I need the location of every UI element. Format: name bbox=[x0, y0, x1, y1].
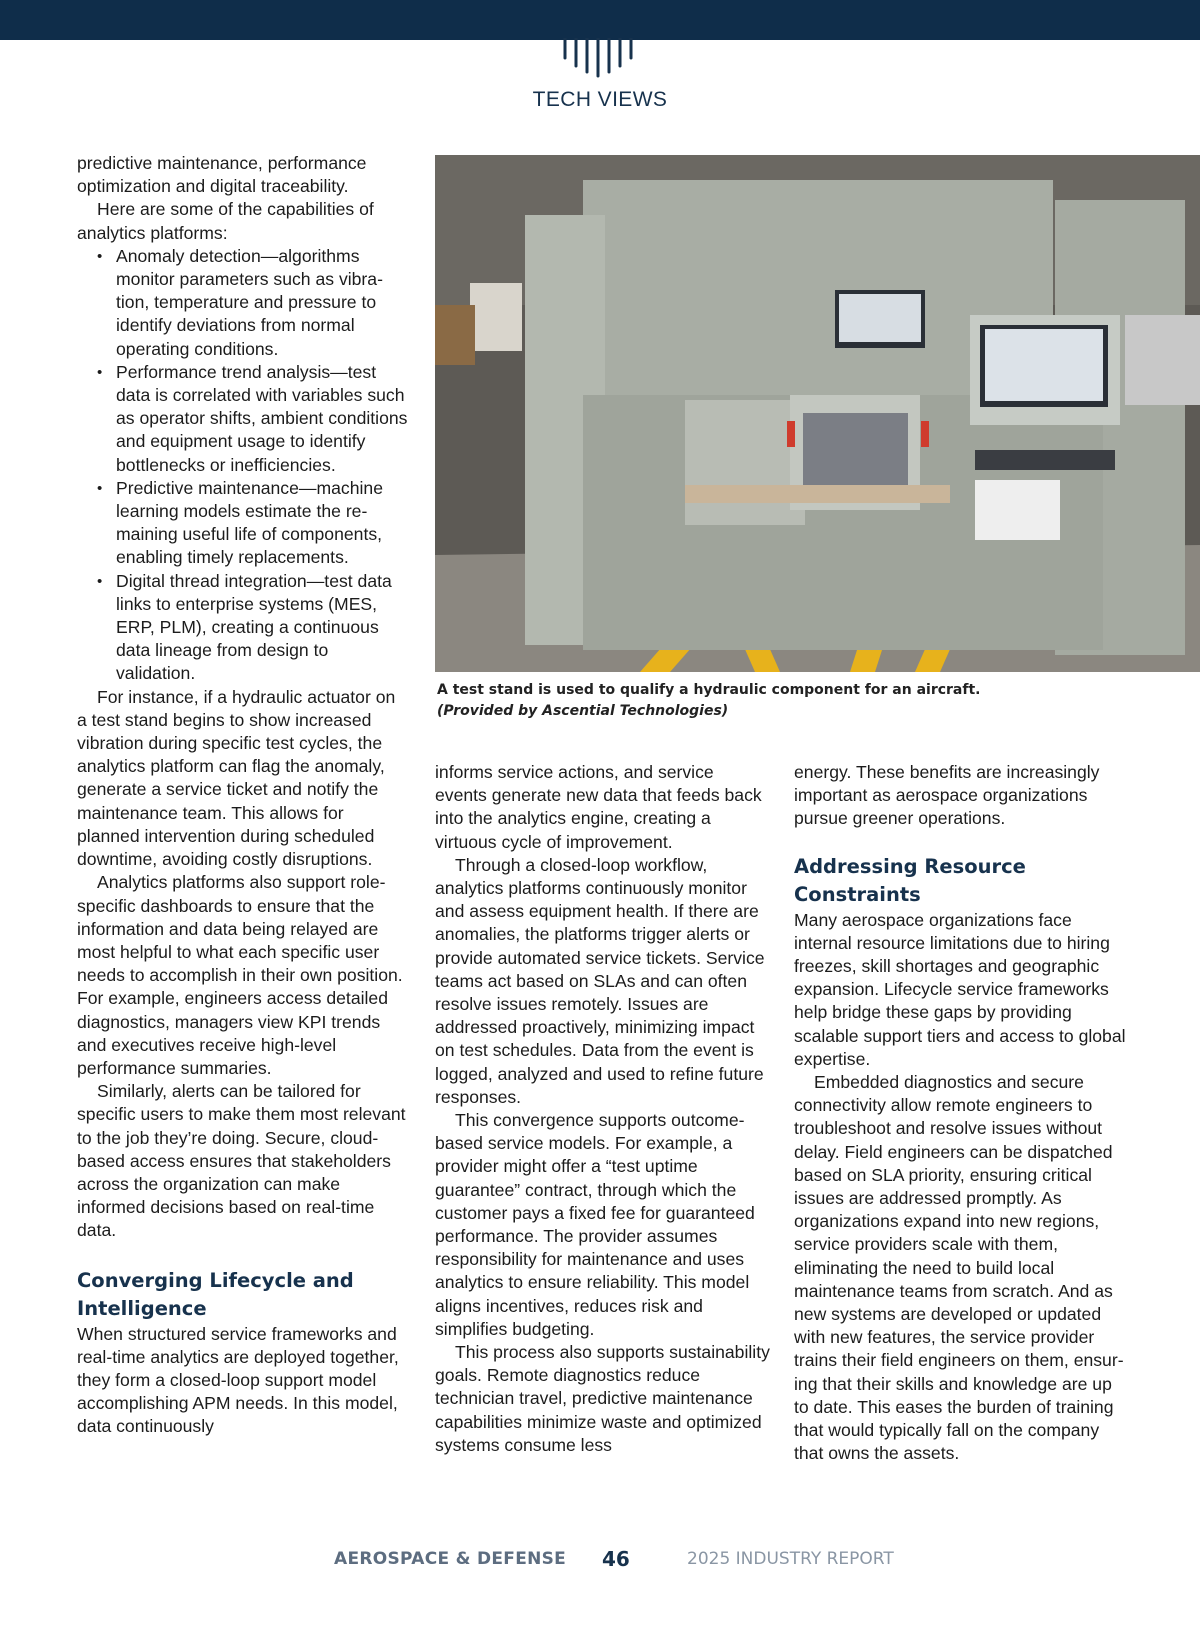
paragraph: This convergence supports outcome-based service models. For example, a provider might offer a “test uptime guarantee” contract, through which the customer pays a fixed fee for guaranteed performance. The provider assumes responsibility for maintenance and uses analytics to ensure reliability. This model aligns incentives, reduces risk and simplifies budgeting. bbox=[435, 1110, 755, 1339]
subheading: Converging Lifecycle and Intelligence bbox=[77, 1268, 354, 1320]
paragraph: Through a closed-loop workflow, analytics platforms continuously monitor and assess equipment health. If there are anomalies, the platforms trigger alerts or provide automated service tickets. Service teams act based on SLAs and can often resolve issues remotely. Issues are addressed proactively, minimizing impact on test schedules. Data from the event is logged, analyzed and used to refine future responses. bbox=[435, 854, 765, 1107]
test-stand-illustration bbox=[435, 155, 1200, 672]
paragraph: When structured service frameworks and real-time analytics are deployed together, they form a closed-loop support model accomplishing APM needs. In this model, data continuously bbox=[77, 1323, 399, 1437]
article-column-2 bbox=[435, 761, 770, 1457]
subheading: Addressing Resource Constraints bbox=[794, 854, 1026, 906]
paragraph: informs service actions, and service events generate new data that feeds back into the analytics engine, creating a virtuous cycle of improvement. bbox=[435, 762, 762, 852]
publication-name: AEROSPACE & DEFENSE bbox=[334, 1549, 567, 1569]
list-item: • Performance trend analysis—test data is correlated with variables such as operator shifts, ambient conditions and equipment usage to identify bottlenecks or inefficiencies. bbox=[116, 361, 409, 477]
photo-credit: (Provided by Ascential Technologies) bbox=[437, 703, 729, 719]
photo-caption bbox=[437, 680, 1167, 722]
section-logo-icon bbox=[559, 38, 643, 78]
top-banner bbox=[0, 0, 1200, 40]
paragraph: Embedded diagnostics and secure connectivity allow remote engineers to troubleshoot and resolve issues without delay. Field engineers can be dispatched based on SLA priority, ensuring critical issues are addressed promptly. As organizations expand into new regions, service providers scale with them, eliminating the need to build local maintenance teams from scratch. And as new systems are developed or updated with new features, the service provider trains their field engineers on them, ensuring that their skills and knowledge are up to date. This eases the burden of training that would typically fall on the company that owns the assets. bbox=[794, 1072, 1124, 1464]
report-name: 2025 INDUSTRY REPORT bbox=[687, 1549, 894, 1569]
paragraph: This process also supports sustainability goals. Remote diagnostics reduce technician travel, predictive maintenance capabilities minimize waste and optimized systems consume less bbox=[435, 1342, 770, 1455]
list-item: • Digital thread integration—test data links to enterprise systems (MES, ERP, PLM), creating a continuous data lineage from design to validation. bbox=[116, 570, 409, 686]
article-column-1 bbox=[77, 152, 409, 1439]
capabilities-list bbox=[77, 245, 409, 686]
paragraph: Similarly, alerts can be tailored for specific users to make them most relevant to the job they’re doing. Secure, cloud-based access ensures that stakeholders across the organization can make informed decisions based on real-time data. bbox=[77, 1081, 406, 1241]
list-item: • Predictive maintenance—machine learning models estimate the remaining useful life of components, enabling timely replacements. bbox=[116, 477, 409, 570]
paragraph: predictive maintenance, performance optimization and digital traceability. bbox=[77, 153, 367, 197]
paragraph: Analytics platforms also support role-specific dashboards to ensure that the information and data being relayed are most helpful to what each specific user needs to accomplish in their own position. For example, engineers access detailed diagnostics, managers view KPI trends and executives receive high-level performance summaries. bbox=[77, 872, 403, 1078]
paragraph: Many aerospace organizations face internal resource limitations due to hiring freezes, skill shortages and geographic expansion. Lifecycle service frameworks help bridge these gaps by providing scalable support tiers and access to global expertise. bbox=[794, 909, 1126, 1069]
list-item: • Anomaly detection—algorithms monitor parameters such as vibration, temperature and pressure to identify deviations from normal operating conditions. bbox=[116, 245, 409, 361]
paragraph: Here are some of the capabilities of analytics platforms: bbox=[77, 199, 374, 243]
article-column-3 bbox=[794, 761, 1130, 1465]
page-number: 46 bbox=[602, 1547, 630, 1571]
section-title: TECH VIEWS bbox=[532, 88, 668, 111]
test-stand-photo bbox=[435, 155, 1200, 672]
caption-text: A test stand is used to qualify a hydraulic component for an aircraft. bbox=[437, 682, 981, 698]
paragraph: energy. These benefits are increasingly important as aerospace organizations pursue greener operations. bbox=[794, 762, 1100, 829]
paragraph: For instance, if a hydraulic actuator on a test stand begins to show increased vibration during specific test cycles, the analytics platform can flag the anomaly, generate a service ticket and notify the maintenance team. This allows for planned intervention during scheduled downtime, avoiding costly disruptions. bbox=[77, 686, 396, 870]
page-footer bbox=[0, 1549, 1200, 1575]
